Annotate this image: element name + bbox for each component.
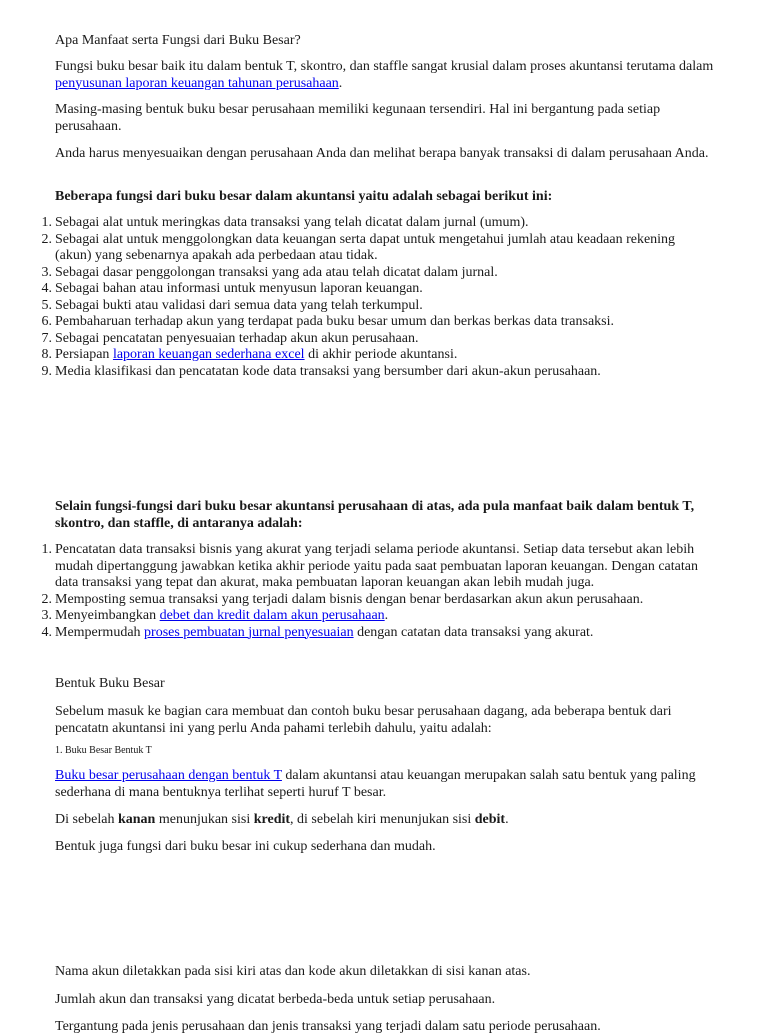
heading-benefits	[55, 499, 715, 532]
section-title: Bentuk Buku Besar	[55, 676, 165, 691]
list-item-text: Sebagai alat untuk menggolongkan data keuangan serta dapat untuk mengetahui jumlah atau keadaan rekening (akun) yang sebenarnya apakah ada perbedaan atau tidak.	[55, 231, 676, 263]
paragraph-10: Tergantung pada jenis perusahaan dan jenis transaksi yang terjadi dalam satu periode perusahaan.	[55, 1019, 601, 1034]
paragraph-intro-end: .	[338, 75, 343, 91]
list-item	[41, 363, 715, 381]
list-item	[41, 591, 715, 609]
benefits-list	[41, 542, 715, 641]
list-number: 3.	[41, 264, 52, 280]
functions-list	[41, 215, 715, 380]
paragraph-8: Nama akun diletakkan pada sisi kiri atas dan kode akun diletakkan di sisi kanan atas.	[55, 964, 531, 979]
paragraph-5	[55, 768, 715, 801]
bold-text: kanan	[117, 812, 156, 827]
paragraph-6	[55, 812, 715, 829]
link-adjusting-journal[interactable]: proses pembuatan jurnal penyesuaian	[144, 624, 354, 640]
list-item	[41, 314, 715, 331]
list-number: 7.	[41, 330, 52, 346]
list-number: 8.	[41, 347, 52, 362]
list-item-text: Media klasifikasi dan pencatatan kode data transaksi yang bersumber dari akun-akun perusahaan.	[55, 363, 601, 379]
list-item-text: Pembaharuan terhadap akun yang terdapat pada buku besar umum dan berkas berkas data transaksi.	[55, 314, 615, 329]
list-item	[41, 347, 715, 364]
list-number: 9.	[41, 363, 52, 379]
list-item	[41, 330, 715, 348]
list-item-text: dengan catatan data transaksi yang akurat.	[353, 624, 594, 640]
list-item	[41, 231, 715, 265]
list-item-text: Sebagai bahan atau informasi untuk menyusun laporan keuangan.	[55, 281, 423, 296]
list-item-text: Memposting semua transaksi yang terjadi dalam bisnis dengan benar berdasarkan akun akun perusahaan.	[55, 591, 644, 607]
paragraph-2: Masing-masing bentuk buku besar perusahaan memiliki kegunaan tersendiri. Hal ini bergantung pada setiap perusahaan.	[55, 102, 661, 134]
list-item	[41, 215, 715, 232]
paragraph-intro-text: Fungsi buku besar baik itu dalam bentuk T, skontro, dan staffle sangat krusial dalam proses akuntansi terutama dalam	[55, 59, 714, 74]
list-number: 4.	[41, 281, 52, 296]
list-item	[41, 264, 715, 282]
list-item-text: Sebagai bukti atau validasi dari semua data yang telah terkumpul.	[55, 297, 423, 313]
heading-functions	[55, 189, 715, 206]
list-item	[41, 281, 715, 298]
list-item	[41, 297, 715, 315]
text: Di sebelah	[55, 812, 118, 827]
link-debit-credit[interactable]: debet dan kredit dalam akun perusahaan	[159, 608, 385, 623]
list-item	[41, 542, 715, 592]
list-item-text: Mempermudah	[55, 624, 145, 640]
paragraph-9: Jumlah akun dan transaksi yang dicatat berbeda-beda untuk setiap perusahaan.	[55, 992, 496, 1007]
page-title: Apa Manfaat serta Fungsi dari Buku Besar?	[55, 33, 301, 48]
subheading-t-form: 1. Buku Besar Bentuk T	[55, 745, 152, 756]
text: menunjukan sisi	[155, 812, 254, 827]
list-item-text: Pencatatan data transaksi bisnis yang akurat yang terjadi selama periode akuntansi. Setiap data tersebut akan lebih mudah dipertanggung jawabkan ketika akhir periode yaitu pada saat pembuatan laporan keuangan. Dengan catatan data transaksi yang tepat dan akurat, maka pembuatan laporan keuangan akan lebih mudah juga.	[55, 542, 698, 590]
list-item-text: Sebagai pencatatan penyesuaian terhadap akun akun perusahaan.	[55, 330, 419, 346]
heading-functions-text: Beberapa fungsi dari buku besar dalam akuntansi yaitu adalah sebagai berikut ini:	[55, 189, 553, 204]
text: .	[505, 812, 509, 827]
link-t-form-ledger[interactable]: Buku besar perusahaan dengan bentuk T	[55, 768, 282, 783]
paragraph-4: Sebelum masuk ke bagian cara membuat dan contoh buku besar perusahaan dagang, ada beberapa bentuk dari pencatatn akuntansi ini yang perlu Anda pahami terlebih dahulu, yaitu adalah:	[55, 704, 672, 736]
bold-text: debit	[474, 812, 506, 827]
list-item	[41, 624, 715, 642]
list-item-text: Menyeimbangkan	[55, 608, 160, 623]
paragraph-3: Anda harus menyesuaikan dengan perusahaan Anda dan melihat berapa banyak transaksi di dalam perusahaan Anda.	[55, 146, 709, 161]
link-simple-excel-report[interactable]: laporan keuangan sederhana excel	[112, 347, 305, 362]
list-item-text: Sebagai dasar penggolongan transaksi yang ada atau telah dicatat dalam jurnal.	[55, 264, 498, 280]
paragraph-5-text: dalam akuntansi atau keuangan merupakan salah satu bentuk yang paling sederhana di mana bentuknya terlihat seperti huruf T besar.	[55, 768, 696, 800]
list-number: 2.	[41, 231, 52, 247]
list-item-text: Persiapan	[55, 347, 113, 362]
list-number: 3.	[41, 608, 52, 623]
heading-benefits-text: Selain fungsi-fungsi dari buku besar akuntansi perusahaan di atas, ada pula manfaat baik dalam bentuk T, skontro, dan staffle, di antaranya adalah:	[55, 499, 695, 531]
list-item-text: di akhir periode akuntansi.	[304, 347, 458, 362]
text: , di sebelah kiri menunjukan sisi	[290, 812, 475, 827]
list-item-text: Sebagai alat untuk meringkas data transaksi yang telah dicatat dalam jurnal (umum).	[55, 215, 529, 230]
list-number: 1.	[41, 542, 52, 557]
list-number: 4.	[41, 624, 52, 640]
list-number: 5.	[41, 297, 52, 313]
list-number: 6.	[41, 314, 52, 329]
list-number: 1.	[41, 215, 52, 230]
bold-text: kredit	[253, 812, 291, 827]
paragraph-intro	[55, 59, 715, 92]
list-item	[41, 608, 715, 625]
paragraph-7: Bentuk juga fungsi dari buku besar ini cukup sederhana dan mudah.	[55, 839, 436, 854]
list-item-text: .	[384, 608, 389, 623]
link-annual-report[interactable]: penyusunan laporan keuangan tahunan perusahaan	[55, 75, 339, 91]
list-number: 2.	[41, 591, 52, 607]
